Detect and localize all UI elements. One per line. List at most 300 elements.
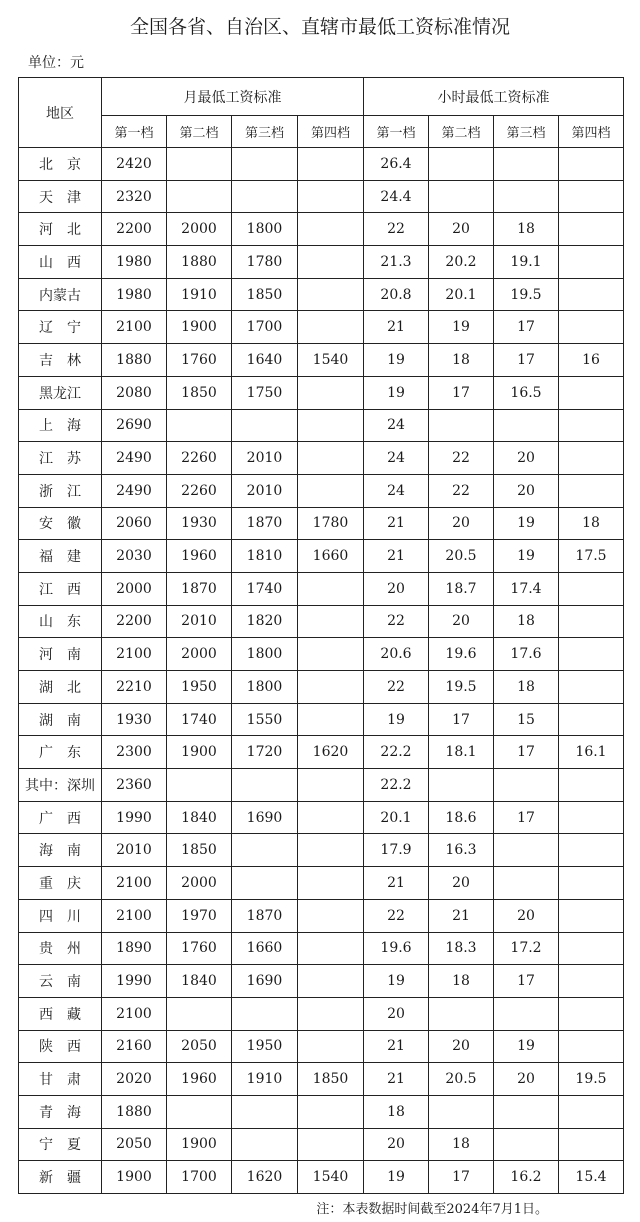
monthly-wage-cell: [298, 148, 364, 181]
monthly-wage-cell: [298, 1095, 364, 1128]
monthly-wage-cell: 1780: [232, 246, 298, 279]
region-cell: 河 北: [19, 213, 102, 246]
monthly-wage-cell: 1550: [232, 703, 298, 736]
hourly-wage-cell: 19.5: [429, 671, 494, 704]
hourly-wage-cell: 19: [364, 344, 429, 377]
hourly-wage-cell: 19.1: [494, 246, 559, 279]
monthly-wage-cell: 2100: [102, 997, 167, 1030]
hourly-wage-cell: [559, 769, 624, 802]
hourly-wage-cell: 19.5: [494, 278, 559, 311]
region-cell: 天 津: [19, 180, 102, 213]
monthly-wage-cell: 1980: [102, 246, 167, 279]
region-header: 地区: [19, 78, 102, 148]
hourly-wage-cell: 18: [494, 671, 559, 704]
monthly-wage-cell: [167, 997, 232, 1030]
table-row: [19, 1128, 624, 1161]
hourly-wage-cell: [559, 671, 624, 704]
monthly-wage-cell: [232, 1095, 298, 1128]
table-row: [19, 344, 624, 377]
table-row: [19, 507, 624, 540]
hourly-wage-cell: 18: [559, 507, 624, 540]
hourly-wage-cell: [559, 148, 624, 181]
monthly-wage-cell: [232, 1128, 298, 1161]
region-cell: 北 京: [19, 148, 102, 181]
table-row: [19, 572, 624, 605]
monthly-wage-cell: 1990: [102, 801, 167, 834]
monthly-wage-cell: 2200: [102, 213, 167, 246]
hourly-wage-cell: [559, 965, 624, 998]
monthly-wage-cell: 1870: [232, 507, 298, 540]
hourly-wage-cell: 24: [364, 474, 429, 507]
hourly-wage-cell: 18: [494, 213, 559, 246]
monthly-wage-cell: 1780: [298, 507, 364, 540]
hourly-wage-cell: 19: [494, 540, 559, 573]
monthly-wage-cell: 1850: [298, 1063, 364, 1096]
hourly-wage-cell: 21: [429, 899, 494, 932]
monthly-wage-cell: [298, 605, 364, 638]
hourly-wage-cell: 18.6: [429, 801, 494, 834]
hourly-wage-cell: 16: [559, 344, 624, 377]
monthly-wage-cell: 1800: [232, 638, 298, 671]
monthly-wage-cell: [167, 769, 232, 802]
monthly-wage-cell: 2000: [167, 867, 232, 900]
hourly-wage-cell: [559, 442, 624, 475]
table-row: [19, 899, 624, 932]
hourly-wage-cell: 17: [494, 736, 559, 769]
hourly-wage-cell: 20: [494, 1063, 559, 1096]
monthly-wage-cell: 1960: [167, 1063, 232, 1096]
table-row: [19, 246, 624, 279]
monthly-wage-cell: 1700: [232, 311, 298, 344]
hourly-wage-cell: 20: [429, 213, 494, 246]
hourly-wage-cell: [559, 213, 624, 246]
monthly-wage-cell: 1900: [167, 311, 232, 344]
hourly-wage-cell: 19.6: [429, 638, 494, 671]
region-cell: 西 藏: [19, 997, 102, 1030]
region-cell: 重 庆: [19, 867, 102, 900]
region-cell: 甘 肃: [19, 1063, 102, 1096]
monthly-wage-cell: 2100: [102, 867, 167, 900]
monthly-wage-cell: 1700: [167, 1161, 232, 1194]
hourly-wage-cell: [429, 409, 494, 442]
monthly-wage-cell: [298, 1128, 364, 1161]
table-row: [19, 801, 624, 834]
hourly-wage-cell: [559, 605, 624, 638]
monthly-wage-cell: 1800: [232, 671, 298, 704]
monthly-wage-cell: 2030: [102, 540, 167, 573]
hourly-tier-1-header: 第一档: [364, 116, 429, 148]
hourly-wage-cell: [559, 638, 624, 671]
table-row: [19, 834, 624, 867]
monthly-wage-cell: 1620: [232, 1161, 298, 1194]
monthly-wage-cell: 2080: [102, 376, 167, 409]
hourly-wage-cell: [429, 148, 494, 181]
hourly-wage-cell: [494, 1128, 559, 1161]
region-cell: 山 东: [19, 605, 102, 638]
hourly-wage-cell: 21: [364, 1030, 429, 1063]
hourly-wage-cell: [559, 932, 624, 965]
hourly-wage-cell: 17: [494, 311, 559, 344]
hourly-wage-cell: 21: [364, 311, 429, 344]
region-cell: 其中：深圳: [19, 769, 102, 802]
monthly-wage-cell: 1910: [167, 278, 232, 311]
monthly-wage-cell: 2100: [102, 311, 167, 344]
monthly-wage-cell: [167, 180, 232, 213]
monthly-wage-cell: 2360: [102, 769, 167, 802]
unit-label: 单位：元: [28, 55, 84, 71]
hourly-wage-cell: 21.3: [364, 246, 429, 279]
hourly-wage-cell: [559, 376, 624, 409]
monthly-wage-cell: 1760: [167, 344, 232, 377]
monthly-wage-cell: [298, 213, 364, 246]
hourly-wage-cell: 24: [364, 409, 429, 442]
monthly-wage-cell: [298, 671, 364, 704]
monthly-wage-cell: 1910: [232, 1063, 298, 1096]
monthly-wage-cell: 2010: [102, 834, 167, 867]
hourly-wage-cell: 19: [364, 376, 429, 409]
table-row: [19, 540, 624, 573]
monthly-wage-cell: 2010: [232, 442, 298, 475]
monthly-wage-cell: [298, 572, 364, 605]
monthly-wage-cell: [298, 1030, 364, 1063]
region-cell: 新 疆: [19, 1161, 102, 1194]
hourly-wage-cell: [559, 834, 624, 867]
monthly-wage-cell: 2050: [102, 1128, 167, 1161]
table-row: [19, 736, 624, 769]
hourly-wage-cell: 20: [429, 605, 494, 638]
monthly-wage-cell: 2490: [102, 442, 167, 475]
hourly-wage-cell: 22.2: [364, 769, 429, 802]
monthly-wage-cell: 1870: [232, 899, 298, 932]
monthly-wage-cell: 1850: [167, 376, 232, 409]
hourly-wage-cell: 19.5: [559, 1063, 624, 1096]
monthly-wage-cell: 2320: [102, 180, 167, 213]
monthly-wage-cell: [298, 376, 364, 409]
region-cell: 云 南: [19, 965, 102, 998]
monthly-wage-cell: [298, 278, 364, 311]
hourly-wage-cell: 18.1: [429, 736, 494, 769]
hourly-wage-cell: [429, 997, 494, 1030]
hourly-wage-cell: 17.5: [559, 540, 624, 573]
hourly-wage-cell: [559, 572, 624, 605]
monthly-wage-cell: [232, 834, 298, 867]
monthly-wage-cell: [167, 148, 232, 181]
hourly-wage-cell: 15: [494, 703, 559, 736]
hourly-wage-cell: 20: [364, 997, 429, 1030]
hourly-wage-cell: 16.1: [559, 736, 624, 769]
table-row: [19, 965, 624, 998]
monthly-wage-cell: 1850: [167, 834, 232, 867]
hourly-header: 小时最低工资标准: [364, 78, 624, 116]
monthly-tier-3-header: 第三档: [232, 116, 298, 148]
table-row: [19, 409, 624, 442]
hourly-wage-cell: 20.5: [429, 1063, 494, 1096]
monthly-wage-cell: [298, 246, 364, 279]
hourly-wage-cell: [494, 180, 559, 213]
hourly-wage-cell: 20.1: [364, 801, 429, 834]
hourly-wage-cell: [559, 801, 624, 834]
monthly-wage-cell: 1900: [167, 1128, 232, 1161]
hourly-wage-cell: 17: [429, 1161, 494, 1194]
monthly-wage-cell: [232, 867, 298, 900]
hourly-wage-cell: [559, 1128, 624, 1161]
monthly-wage-cell: 1930: [102, 703, 167, 736]
hourly-wage-cell: [494, 409, 559, 442]
hourly-wage-cell: 21: [364, 1063, 429, 1096]
hourly-wage-cell: 19: [494, 1030, 559, 1063]
hourly-wage-cell: 21: [364, 507, 429, 540]
monthly-wage-cell: [232, 148, 298, 181]
hourly-wage-cell: 22: [429, 442, 494, 475]
monthly-wage-cell: 1880: [167, 246, 232, 279]
page-title: 全国各省、自治区、直辖市最低工资标准情况: [129, 16, 510, 38]
hourly-wage-cell: 20: [364, 1128, 429, 1161]
monthly-wage-cell: [298, 801, 364, 834]
hourly-wage-cell: [559, 867, 624, 900]
footnote: 注：本表数据时间截至2024年7月1日。: [316, 1202, 548, 1217]
hourly-wage-cell: [494, 769, 559, 802]
monthly-wage-cell: 1960: [167, 540, 232, 573]
hourly-wage-cell: 18: [429, 965, 494, 998]
monthly-wage-cell: 1840: [167, 801, 232, 834]
hourly-wage-cell: [559, 1095, 624, 1128]
monthly-wage-cell: 2050: [167, 1030, 232, 1063]
hourly-wage-cell: 19: [364, 1161, 429, 1194]
hourly-wage-cell: 18.7: [429, 572, 494, 605]
monthly-wage-cell: [298, 703, 364, 736]
hourly-wage-cell: 22: [364, 605, 429, 638]
monthly-wage-cell: 1950: [232, 1030, 298, 1063]
monthly-wage-cell: 2200: [102, 605, 167, 638]
monthly-wage-cell: [232, 180, 298, 213]
region-cell: 辽 宁: [19, 311, 102, 344]
monthly-wage-cell: 1640: [232, 344, 298, 377]
table-row: [19, 605, 624, 638]
monthly-wage-cell: 2300: [102, 736, 167, 769]
monthly-wage-cell: 1970: [167, 899, 232, 932]
table-row: [19, 442, 624, 475]
monthly-tier-4-header: 第四档: [298, 116, 364, 148]
monthly-wage-cell: 2000: [167, 213, 232, 246]
monthly-wage-cell: [232, 997, 298, 1030]
monthly-wage-cell: 1760: [167, 932, 232, 965]
region-cell: 内蒙古: [19, 278, 102, 311]
header-row-tiers: [19, 116, 624, 148]
monthly-wage-cell: [298, 769, 364, 802]
monthly-wage-cell: [232, 769, 298, 802]
monthly-wage-cell: 2060: [102, 507, 167, 540]
monthly-wage-cell: [298, 965, 364, 998]
monthly-wage-cell: 1690: [232, 801, 298, 834]
region-cell: 安 徽: [19, 507, 102, 540]
hourly-wage-cell: 20: [429, 507, 494, 540]
table-row: [19, 867, 624, 900]
region-cell: 江 苏: [19, 442, 102, 475]
region-cell: 青 海: [19, 1095, 102, 1128]
hourly-wage-cell: 19: [364, 703, 429, 736]
monthly-wage-cell: 1690: [232, 965, 298, 998]
monthly-wage-cell: 1540: [298, 344, 364, 377]
monthly-wage-cell: 1880: [102, 344, 167, 377]
hourly-wage-cell: 22: [429, 474, 494, 507]
region-cell: 江 西: [19, 572, 102, 605]
monthly-wage-cell: 2100: [102, 638, 167, 671]
monthly-header: 月最低工资标准: [102, 78, 364, 116]
region-cell: 山 西: [19, 246, 102, 279]
monthly-wage-cell: 1720: [232, 736, 298, 769]
hourly-wage-cell: 20: [494, 442, 559, 475]
hourly-wage-cell: 22: [364, 899, 429, 932]
monthly-wage-cell: 2210: [102, 671, 167, 704]
monthly-wage-cell: 1990: [102, 965, 167, 998]
hourly-wage-cell: [494, 148, 559, 181]
monthly-wage-cell: [298, 997, 364, 1030]
monthly-wage-cell: 1930: [167, 507, 232, 540]
monthly-wage-cell: 1820: [232, 605, 298, 638]
hourly-wage-cell: 20: [429, 1030, 494, 1063]
monthly-wage-cell: [298, 180, 364, 213]
region-cell: 河 南: [19, 638, 102, 671]
monthly-wage-cell: 1740: [232, 572, 298, 605]
monthly-wage-cell: 1620: [298, 736, 364, 769]
hourly-wage-cell: [429, 180, 494, 213]
hourly-wage-cell: [559, 997, 624, 1030]
monthly-wage-cell: [298, 442, 364, 475]
monthly-wage-cell: [298, 899, 364, 932]
hourly-wage-cell: 21: [364, 867, 429, 900]
monthly-wage-cell: 1880: [102, 1095, 167, 1128]
table-row: [19, 769, 624, 802]
table-row: [19, 997, 624, 1030]
minimum-wage-table: [18, 77, 624, 1194]
hourly-wage-cell: 20: [494, 899, 559, 932]
table-row: [19, 278, 624, 311]
hourly-wage-cell: [559, 311, 624, 344]
region-cell: 贵 州: [19, 932, 102, 965]
monthly-wage-cell: 1740: [167, 703, 232, 736]
monthly-wage-cell: 1950: [167, 671, 232, 704]
monthly-wage-cell: 2010: [167, 605, 232, 638]
table-row: [19, 376, 624, 409]
hourly-wage-cell: 20.5: [429, 540, 494, 573]
hourly-wage-cell: 17.2: [494, 932, 559, 965]
hourly-wage-cell: [494, 1095, 559, 1128]
table-row: [19, 671, 624, 704]
hourly-tier-2-header: 第二档: [429, 116, 494, 148]
hourly-wage-cell: 18: [429, 1128, 494, 1161]
monthly-wage-cell: [298, 932, 364, 965]
monthly-wage-cell: 1750: [232, 376, 298, 409]
region-cell: 广 东: [19, 736, 102, 769]
monthly-wage-cell: 2490: [102, 474, 167, 507]
region-cell: 宁 夏: [19, 1128, 102, 1161]
hourly-wage-cell: 20.6: [364, 638, 429, 671]
monthly-wage-cell: 2010: [232, 474, 298, 507]
region-cell: 黑龙江: [19, 376, 102, 409]
table-row: [19, 148, 624, 181]
hourly-wage-cell: 16.5: [494, 376, 559, 409]
monthly-wage-cell: 2020: [102, 1063, 167, 1096]
hourly-wage-cell: 17: [429, 376, 494, 409]
hourly-wage-cell: 22: [364, 671, 429, 704]
hourly-wage-cell: 20: [494, 474, 559, 507]
table-row: [19, 180, 624, 213]
hourly-wage-cell: 19: [494, 507, 559, 540]
monthly-wage-cell: 2260: [167, 442, 232, 475]
region-cell: 广 西: [19, 801, 102, 834]
hourly-wage-cell: 17.9: [364, 834, 429, 867]
hourly-wage-cell: [559, 278, 624, 311]
hourly-wage-cell: 17.4: [494, 572, 559, 605]
hourly-wage-cell: 22: [364, 213, 429, 246]
table-row: [19, 1030, 624, 1063]
hourly-wage-cell: 15.4: [559, 1161, 624, 1194]
hourly-wage-cell: 20.8: [364, 278, 429, 311]
monthly-wage-cell: [298, 834, 364, 867]
hourly-wage-cell: 18: [494, 605, 559, 638]
region-cell: 四 川: [19, 899, 102, 932]
hourly-tier-4-header: 第四档: [559, 116, 624, 148]
hourly-wage-cell: 17: [429, 703, 494, 736]
monthly-wage-cell: 2000: [167, 638, 232, 671]
monthly-wage-cell: 2260: [167, 474, 232, 507]
hourly-wage-cell: 22.2: [364, 736, 429, 769]
table-row: [19, 311, 624, 344]
monthly-wage-cell: [298, 638, 364, 671]
region-cell: 湖 南: [19, 703, 102, 736]
monthly-wage-cell: 1660: [298, 540, 364, 573]
table-row: [19, 1095, 624, 1128]
monthly-wage-cell: 1800: [232, 213, 298, 246]
hourly-wage-cell: 20: [364, 572, 429, 605]
region-cell: 浙 江: [19, 474, 102, 507]
hourly-wage-cell: 24.4: [364, 180, 429, 213]
monthly-wage-cell: 1540: [298, 1161, 364, 1194]
hourly-wage-cell: [559, 180, 624, 213]
monthly-wage-cell: 1660: [232, 932, 298, 965]
monthly-wage-cell: [298, 409, 364, 442]
monthly-wage-cell: 2100: [102, 899, 167, 932]
hourly-wage-cell: 16.3: [429, 834, 494, 867]
hourly-wage-cell: [559, 703, 624, 736]
table-row: [19, 474, 624, 507]
monthly-wage-cell: [167, 1095, 232, 1128]
hourly-tier-3-header: 第三档: [494, 116, 559, 148]
hourly-wage-cell: 17.6: [494, 638, 559, 671]
hourly-wage-cell: 19: [364, 965, 429, 998]
monthly-wage-cell: [167, 409, 232, 442]
region-cell: 湖 北: [19, 671, 102, 704]
hourly-wage-cell: [494, 867, 559, 900]
monthly-wage-cell: 2690: [102, 409, 167, 442]
hourly-wage-cell: 17: [494, 801, 559, 834]
hourly-wage-cell: 26.4: [364, 148, 429, 181]
monthly-wage-cell: 1980: [102, 278, 167, 311]
hourly-wage-cell: 18.3: [429, 932, 494, 965]
hourly-wage-cell: 16.2: [494, 1161, 559, 1194]
region-cell: 陕 西: [19, 1030, 102, 1063]
hourly-wage-cell: 18: [364, 1095, 429, 1128]
table-row: [19, 1161, 624, 1194]
monthly-tier-1-header: 第一档: [102, 116, 167, 148]
hourly-wage-cell: [559, 246, 624, 279]
hourly-wage-cell: 17: [494, 965, 559, 998]
monthly-wage-cell: 1900: [167, 736, 232, 769]
table-row: [19, 932, 624, 965]
hourly-wage-cell: 24: [364, 442, 429, 475]
region-cell: 海 南: [19, 834, 102, 867]
monthly-wage-cell: [298, 867, 364, 900]
